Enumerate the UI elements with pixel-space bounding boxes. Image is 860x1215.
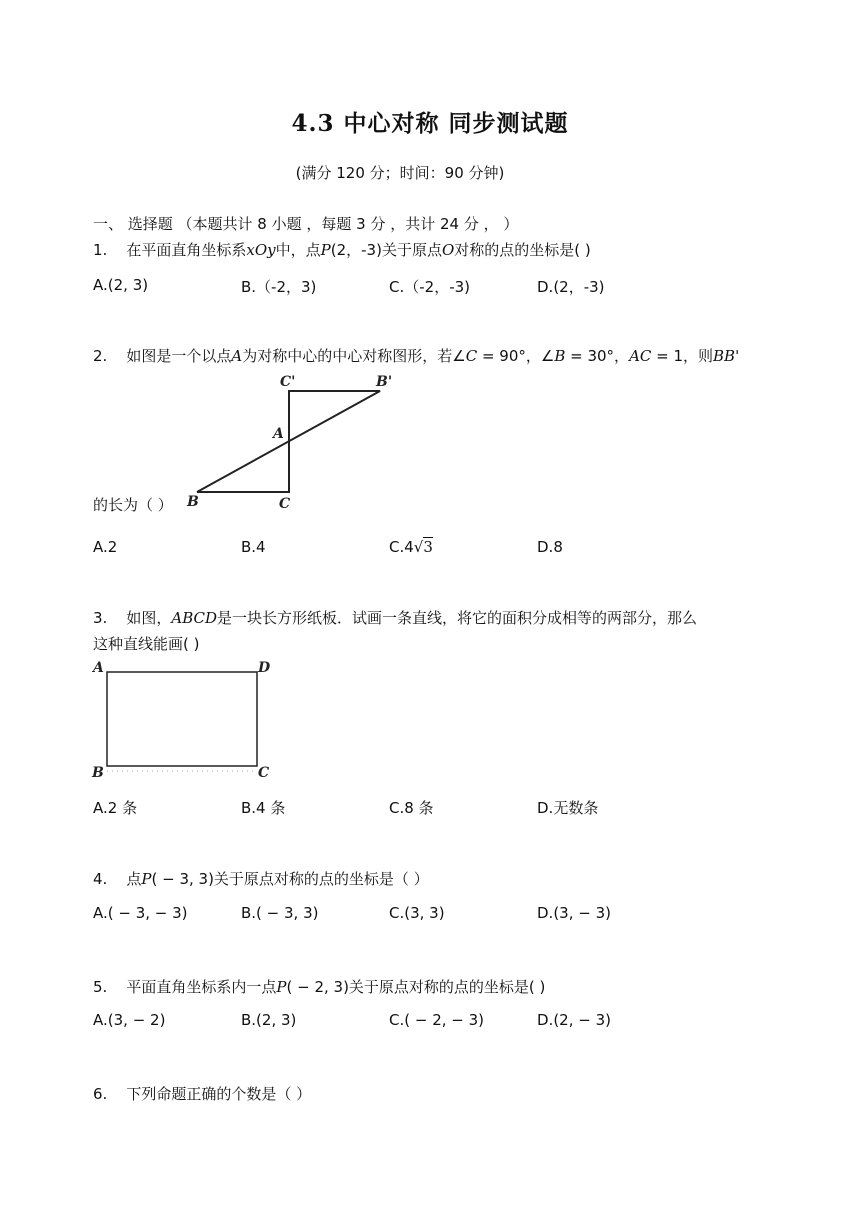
- stem-text: 是一块长方形纸板．试画一条直线，将它的面积分成相等的两部分，那么: [217, 609, 698, 627]
- question-number: 3.: [93, 609, 108, 627]
- page-subtitle: (满分 120 分；时间：90 分钟): [295, 164, 505, 182]
- math-var: P: [276, 978, 287, 996]
- question-3-stem-line2: 这种直线能画( ): [93, 635, 200, 653]
- math-var: B: [554, 347, 566, 365]
- option-b: B.4 条: [241, 799, 286, 817]
- stem-text: 点: [126, 870, 142, 888]
- question-2-stem: [93, 345, 739, 366]
- stem-text: 中，点: [275, 241, 321, 259]
- stem-text: 如图是一个以点: [126, 347, 232, 365]
- stem-text: 在平面直角坐标系: [126, 241, 247, 259]
- stem-text: 平面直角坐标系内一点: [126, 978, 277, 996]
- option-d: D.(2, − 3): [537, 1011, 611, 1029]
- option-a: A.(2, 3): [93, 276, 149, 294]
- label-c-prime: C': [280, 374, 296, 390]
- question-2-continuation: 的长为（ ）: [93, 496, 173, 514]
- stem-text: = 90°，∠: [477, 347, 555, 365]
- option-b: B.（-2，3): [241, 278, 317, 296]
- stem-text: = 1，则: [651, 347, 714, 365]
- label-b-prime: B': [376, 374, 393, 390]
- label-a: A: [93, 660, 104, 676]
- label-c: C: [279, 496, 291, 512]
- option-text: C.4: [389, 538, 414, 556]
- stem-text: 对称的点的坐标是( ): [454, 241, 591, 259]
- label-c: C: [258, 765, 270, 781]
- section-heading: 一、 选择题 （本题共计 8 小题 ，每题 3 分 ，共计 24 分 ， ）: [93, 215, 519, 233]
- stem-text: ( − 2, 3)关于原点对称的点的坐标是( ): [286, 978, 546, 996]
- stem-text: (2，-3)关于原点: [330, 241, 442, 259]
- sqrt-radicand: 3: [423, 538, 433, 556]
- label-d: D: [258, 660, 271, 676]
- math-var: A: [231, 347, 243, 365]
- question-number: 4.: [93, 870, 108, 888]
- option-d: D.8: [537, 538, 563, 556]
- option-a: A.(3, − 2): [93, 1011, 166, 1029]
- label-a: A: [273, 426, 284, 442]
- stem-text: ( − 3, 3)关于原点对称的点的坐标是（ ）: [151, 870, 429, 888]
- figure-polyline: [197, 391, 380, 492]
- stem-text: 为对称中心的中心对称图形，若∠: [242, 347, 466, 365]
- option-c: C.(3, 3): [389, 904, 445, 922]
- math-var: C: [465, 347, 478, 365]
- math-var: xOy: [246, 241, 276, 259]
- label-b: B: [92, 765, 104, 781]
- label-b: B: [187, 494, 199, 510]
- rectangle-abcd: [107, 672, 257, 766]
- option-b: B.4: [241, 538, 266, 556]
- option-d: D.(2，-3): [537, 278, 605, 296]
- page-title: 4.3 中心对称 同步测试题: [291, 110, 569, 137]
- option-b: B.(2, 3): [241, 1011, 297, 1029]
- option-a: A.2 条: [93, 799, 138, 817]
- question-number: 5.: [93, 978, 108, 996]
- question-5-stem: [93, 976, 545, 997]
- question-4-stem: [93, 868, 429, 889]
- stem-text: = 30°，: [565, 347, 630, 365]
- sqrt-symbol: √3: [413, 538, 433, 556]
- math-var: P: [141, 870, 152, 888]
- question-number: 2.: [93, 347, 108, 365]
- option-a: A.( − 3, − 3): [93, 904, 188, 922]
- option-c: [389, 538, 433, 556]
- math-var: BB': [713, 347, 740, 365]
- figure-q2: [180, 370, 400, 515]
- option-a: A.2: [93, 538, 118, 556]
- stem-text: 下列命题正确的个数是（ ）: [126, 1085, 312, 1103]
- math-var: O: [441, 241, 455, 259]
- question-6-stem: [93, 1083, 311, 1104]
- question-3-stem: [93, 607, 697, 628]
- math-var: P: [320, 241, 331, 259]
- math-var: AC: [629, 347, 652, 365]
- question-number: 6.: [93, 1085, 108, 1103]
- stem-text: 如图，: [126, 609, 172, 627]
- option-d: D.(3, − 3): [537, 904, 611, 922]
- option-b: B.( − 3, 3): [241, 904, 319, 922]
- option-c: C.8 条: [389, 799, 434, 817]
- option-c: C.( − 2, − 3): [389, 1011, 485, 1029]
- math-var: ABCD: [171, 609, 218, 627]
- question-1-stem: [93, 239, 591, 260]
- figure-q3: [90, 655, 280, 785]
- option-d: D.无数条: [537, 799, 599, 817]
- option-c: C.（-2，-3): [389, 278, 471, 296]
- question-number: 1.: [93, 241, 108, 259]
